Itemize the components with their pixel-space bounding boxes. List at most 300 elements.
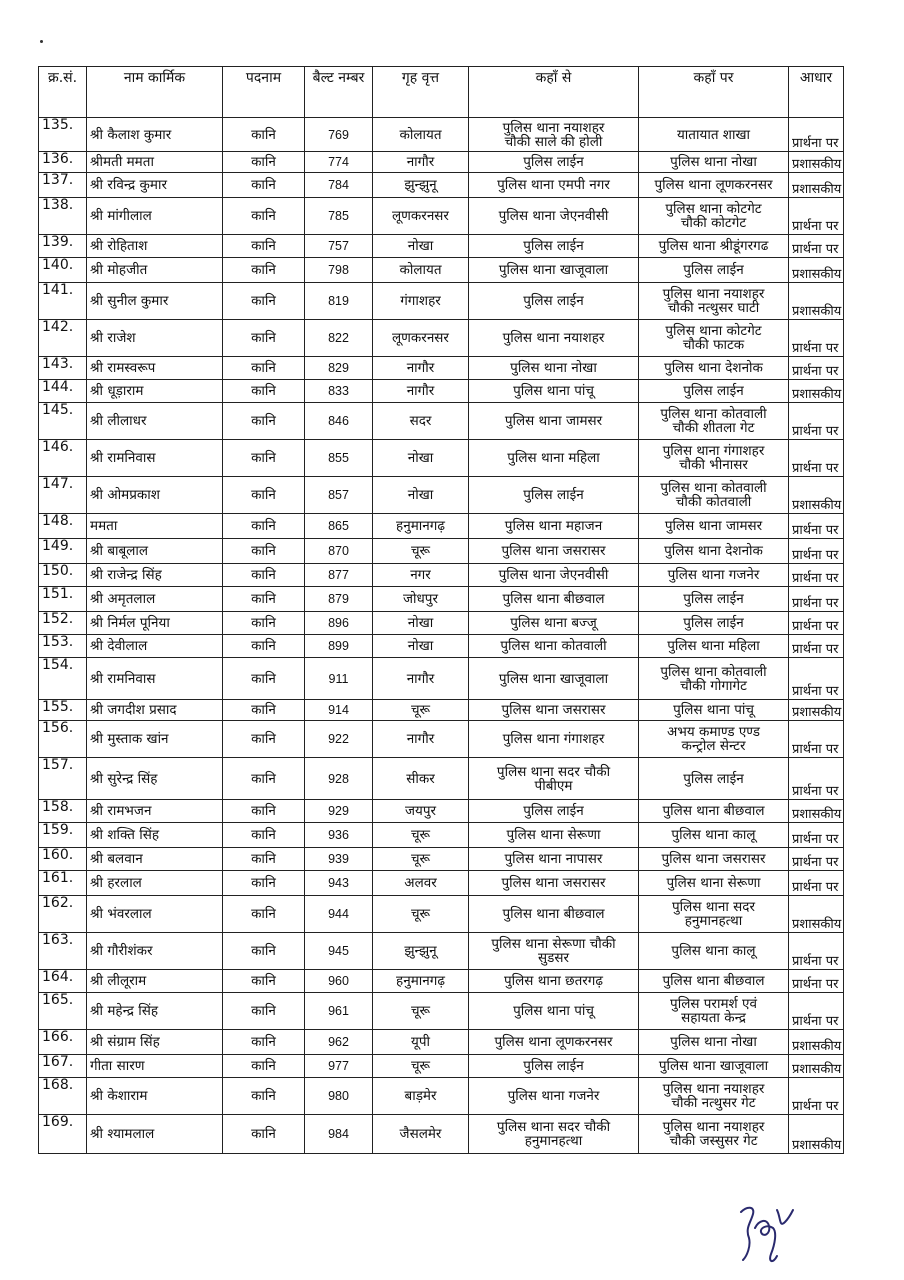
serial-number: 166. (39, 1030, 87, 1055)
transfer-from-line: पुलिस थाना एमपी नगर (497, 177, 610, 193)
transfer-to-line: पुलिस थाना कालू (671, 943, 756, 959)
transfer-to (639, 152, 789, 173)
table-row (39, 477, 844, 514)
home-circle: झुन्झुनू (373, 173, 469, 198)
designation: कानि (223, 970, 305, 993)
transfer-from (469, 440, 639, 477)
personnel-name: श्री गौरीशंकर (87, 933, 223, 970)
transfer-from-line: पुलिस थाना बज्जू (510, 615, 597, 631)
home-circle: सीकर (373, 758, 469, 800)
serial-number: 159. (39, 823, 87, 848)
belt-number: 798 (305, 258, 373, 283)
transfer-from-line: पुलिस थाना नापासर (504, 851, 603, 867)
transfer-to (639, 800, 789, 823)
personnel-name: श्री बलवान (87, 848, 223, 871)
personnel-name: ममता (87, 514, 223, 539)
transfer-basis: प्रार्थना पर (789, 357, 844, 380)
table-row (39, 539, 844, 564)
serial-number: 144. (39, 380, 87, 403)
personnel-name: गीता सारण (87, 1055, 223, 1078)
table-row (39, 587, 844, 612)
transfer-to-line: पुलिस थाना कोतवाली (660, 663, 767, 680)
transfer-from-line: पुलिस थाना छतरगढ़ (503, 973, 604, 989)
personnel-name: श्री भंवरलाल (87, 896, 223, 933)
transfer-to (639, 933, 789, 970)
transfer-to (639, 612, 789, 635)
transfer-from (469, 721, 639, 758)
personnel-name: श्री रामभजन (87, 800, 223, 823)
header-row (39, 67, 844, 118)
transfer-from-line: पुलिस थाना जामसर (504, 413, 603, 429)
table-row (39, 152, 844, 173)
col-header-from: कहाँ से (469, 67, 639, 118)
transfer-to-line: पुलिस थाना जसरासर (661, 851, 766, 867)
home-circle: चूरू (373, 823, 469, 848)
designation: कानि (223, 823, 305, 848)
transfer-to-line: पुलिस थाना देशनोक (664, 543, 763, 559)
transfer-from-line: पुलिस थाना गंगाशहर (502, 731, 605, 747)
home-circle: नागौर (373, 357, 469, 380)
belt-number: 870 (305, 539, 373, 564)
transfer-from-line: पुलिस थाना खाजूवाला (498, 262, 609, 278)
designation: कानि (223, 612, 305, 635)
designation: कानि (223, 896, 305, 933)
transfer-to-line: यातायात शाखा (676, 126, 751, 143)
table-row (39, 970, 844, 993)
designation: कानि (223, 658, 305, 700)
table-row (39, 800, 844, 823)
transfer-from (469, 357, 639, 380)
transfer-from (469, 118, 639, 152)
transfer-basis: प्रशासकीय (789, 258, 844, 283)
table-row (39, 700, 844, 721)
scan-mark (40, 40, 43, 43)
transfer-from (469, 612, 639, 635)
transfer-from-line: पुलिस लाईन (523, 487, 584, 503)
transfer-from (469, 380, 639, 403)
transfer-from (469, 198, 639, 235)
personnel-name: श्रीमती ममता (87, 152, 223, 173)
transfer-to (639, 993, 789, 1030)
transfer-to (639, 871, 789, 896)
transfer-basis: प्रार्थना पर (789, 320, 844, 357)
personnel-name: श्री मुस्ताक खांन (87, 721, 223, 758)
belt-number: 944 (305, 896, 373, 933)
home-circle: कोलायत (373, 258, 469, 283)
belt-number: 822 (305, 320, 373, 357)
transfer-to (639, 1078, 789, 1115)
serial-number: 156. (39, 721, 87, 758)
serial-number: 151. (39, 587, 87, 612)
designation: कानि (223, 198, 305, 235)
transfer-basis: प्रशासकीय (789, 283, 844, 320)
transfer-basis: प्रार्थना पर (789, 871, 844, 896)
belt-number: 833 (305, 380, 373, 403)
designation: कानि (223, 539, 305, 564)
transfer-to (639, 564, 789, 587)
personnel-name: श्री रोहिताश (87, 235, 223, 258)
designation: कानि (223, 587, 305, 612)
transfer-from-line: पुलिस थाना बीछवाल (502, 906, 605, 922)
col-header-to: कहाँ पर (639, 67, 789, 118)
serial-number: 136. (39, 152, 87, 173)
serial-number: 152. (39, 612, 87, 635)
transfer-to-line: चौकी शीतला गेट (672, 420, 755, 436)
transfer-from-line: पुलिस थाना नोखा (510, 360, 597, 376)
designation: कानि (223, 258, 305, 283)
home-circle: जयपुर (373, 800, 469, 823)
col-header-basis: आधार (789, 67, 844, 118)
belt-number: 819 (305, 283, 373, 320)
table-row (39, 612, 844, 635)
transfer-from (469, 564, 639, 587)
transfer-from-line: पुलिस थाना लूणकरनसर (494, 1034, 613, 1050)
transfer-from-line: पुलिस थाना नयाशहर (502, 119, 605, 136)
belt-number: 911 (305, 658, 373, 700)
serial-number: 145. (39, 403, 87, 440)
belt-number: 928 (305, 758, 373, 800)
serial-number: 163. (39, 933, 87, 970)
transfer-from (469, 758, 639, 800)
table-row (39, 1115, 844, 1154)
transfer-from-line: पीबीएम (534, 777, 573, 794)
transfer-to-line: पुलिस थाना पांचू (673, 702, 754, 718)
table-row (39, 721, 844, 758)
personnel-name: श्री निर्मल पूनिया (87, 612, 223, 635)
designation: कानि (223, 380, 305, 403)
transfer-basis: प्रार्थना पर (789, 539, 844, 564)
transfer-from-line: पुलिस थाना जसरासर (501, 543, 606, 559)
transfer-to-line: चौकी भीनासर (679, 457, 748, 473)
transfer-basis: प्रशासकीय (789, 173, 844, 198)
transfer-basis: प्रशासकीय (789, 700, 844, 721)
designation: कानि (223, 235, 305, 258)
home-circle: चूरू (373, 700, 469, 721)
belt-number: 896 (305, 612, 373, 635)
personnel-name: श्री महेन्द्र सिंह (87, 993, 223, 1030)
table-row (39, 258, 844, 283)
transfer-to-line: पुलिस थाना बीछवाल (662, 803, 765, 819)
transfer-to-line: पुलिस लाईन (683, 591, 744, 607)
transfer-to (639, 198, 789, 235)
transfer-basis: प्रार्थना पर (789, 1078, 844, 1115)
transfer-from (469, 1030, 639, 1055)
transfer-to (639, 440, 789, 477)
table-row (39, 564, 844, 587)
table-row (39, 993, 844, 1030)
transfer-from-line: पुलिस लाईन (523, 293, 584, 309)
transfer-to (639, 896, 789, 933)
transfer-to-line: पुलिस थाना गजनेर (667, 567, 760, 583)
serial-number: 155. (39, 700, 87, 721)
serial-number: 165. (39, 993, 87, 1030)
transfer-basis: प्रार्थना पर (789, 118, 844, 152)
transfer-to-line: पुलिस थाना कोटगेट (665, 323, 762, 339)
belt-number: 960 (305, 970, 373, 993)
personnel-name: श्री ओमप्रकाश (87, 477, 223, 514)
transfer-from-line: पुलिस थाना पांचू (513, 383, 594, 399)
transfer-to (639, 173, 789, 198)
designation: कानि (223, 758, 305, 800)
belt-number: 980 (305, 1078, 373, 1115)
designation: कानि (223, 173, 305, 198)
serial-number: 141. (39, 283, 87, 320)
transfer-to (639, 380, 789, 403)
transfer-to-line: पुलिस थाना कोतवाली (660, 480, 767, 496)
transfer-to-line: पुलिस थाना कोटगेट (665, 201, 762, 217)
personnel-name: श्री रामस्वरूप (87, 357, 223, 380)
transfer-from-line: पुलिस थाना सदर चौकी (496, 763, 611, 780)
home-circle: नोखा (373, 440, 469, 477)
transfer-basis: प्रशासकीय (789, 1055, 844, 1078)
transfer-to-line: पुलिस थाना कोतवाली (660, 406, 767, 422)
designation: कानि (223, 283, 305, 320)
transfer-to-line: अभय कमाण्ड एण्ड (667, 724, 760, 740)
serial-number: 169. (39, 1115, 87, 1154)
transfer-to-line: पुलिस थाना नोखा (670, 154, 757, 170)
designation: कानि (223, 635, 305, 658)
transfer-from-line: हनुमानहत्था (524, 1133, 583, 1149)
serial-number: 161. (39, 871, 87, 896)
transfer-basis: प्रार्थना पर (789, 440, 844, 477)
serial-number: 168. (39, 1078, 87, 1115)
belt-number: 914 (305, 700, 373, 721)
belt-number: 774 (305, 152, 373, 173)
transfer-basis: प्रार्थना पर (789, 514, 844, 539)
home-circle: हनुमानगढ़ (373, 514, 469, 539)
personnel-name: श्री शक्ति सिंह (87, 823, 223, 848)
designation: कानि (223, 118, 305, 152)
transfer-to-line: पुलिस लाईन (683, 615, 744, 631)
personnel-name: श्री हरलाल (87, 871, 223, 896)
designation: कानि (223, 152, 305, 173)
designation: कानि (223, 848, 305, 871)
transfer-to (639, 258, 789, 283)
belt-number: 846 (305, 403, 373, 440)
belt-number: 865 (305, 514, 373, 539)
transfer-basis: प्रशासकीय (789, 380, 844, 403)
transfer-to-line: पुलिस थाना गंगाशहर (662, 443, 765, 459)
transfer-from (469, 235, 639, 258)
personnel-name: श्री संग्राम सिंह (87, 1030, 223, 1055)
transfer-to-line: सहायता केन्द्र (681, 1010, 746, 1026)
table-row (39, 1078, 844, 1115)
belt-number: 757 (305, 235, 373, 258)
home-circle: अलवर (373, 871, 469, 896)
transfer-from (469, 1078, 639, 1115)
transfer-basis: प्रशासकीय (789, 896, 844, 933)
designation: कानि (223, 514, 305, 539)
designation: कानि (223, 1055, 305, 1078)
transfer-from-line: पुलिस लाईन (523, 1058, 584, 1074)
transfer-basis: प्रार्थना पर (789, 612, 844, 635)
table-row (39, 1055, 844, 1078)
transfer-from-line: पुलिस थाना जसरासर (501, 875, 606, 891)
transfer-to-line: कन्ट्रोल सेन्टर (681, 738, 746, 754)
home-circle: चूरू (373, 1055, 469, 1078)
serial-number: 142. (39, 320, 87, 357)
belt-number: 855 (305, 440, 373, 477)
serial-number: 158. (39, 800, 87, 823)
belt-number: 945 (305, 933, 373, 970)
transfer-to (639, 118, 789, 152)
transfer-to-line: चौकी गोगागेट (680, 677, 747, 694)
transfer-from (469, 477, 639, 514)
transfer-to (639, 1115, 789, 1154)
transfer-to-line: पुलिस थाना देशनोक (664, 360, 763, 376)
table-row (39, 380, 844, 403)
personnel-name: श्री मोहजीत (87, 258, 223, 283)
designation: कानि (223, 440, 305, 477)
serial-number: 149. (39, 539, 87, 564)
transfer-from-line: पुलिस थाना गजनेर (507, 1088, 600, 1104)
personnel-name: श्री राजेन्द्र सिंह (87, 564, 223, 587)
home-circle: नोखा (373, 612, 469, 635)
transfer-to-line: पुलिस लाईन (683, 262, 744, 278)
transfer-basis: प्रार्थना पर (789, 823, 844, 848)
transfer-to (639, 514, 789, 539)
col-header-home-circle: गृह वृत्त (373, 67, 469, 118)
serial-number: 139. (39, 235, 87, 258)
belt-number: 939 (305, 848, 373, 871)
table-header (39, 67, 844, 118)
transfer-to-line: पुलिस परामर्श एवं (670, 996, 757, 1012)
home-circle: नागौर (373, 380, 469, 403)
personnel-name: श्री अमृतलाल (87, 587, 223, 612)
serial-number: 135. (39, 118, 87, 152)
personnel-name: श्री लीलूराम (87, 970, 223, 993)
transfer-from-line: पुलिस लाईन (523, 154, 584, 170)
transfer-to (639, 635, 789, 658)
transfer-basis: प्रार्थना पर (789, 403, 844, 440)
designation: कानि (223, 871, 305, 896)
col-header-designation: पदनाम (223, 67, 305, 118)
transfer-from-line: पुलिस लाईन (523, 238, 584, 254)
serial-number: 146. (39, 440, 87, 477)
transfer-to-line: चौकी कोतवाली (675, 494, 752, 510)
belt-number: 962 (305, 1030, 373, 1055)
transfer-to-line: पुलिस थाना सेरूणा (666, 875, 761, 891)
transfer-to-line: चौकी नत्थुसर गेट (671, 1095, 756, 1111)
transfer-to (639, 823, 789, 848)
transfer-basis: प्रार्थना पर (789, 587, 844, 612)
table-row (39, 758, 844, 800)
home-circle: नोखा (373, 635, 469, 658)
transfer-to-line: चौकी कोटगेट (680, 215, 747, 231)
home-circle: नोखा (373, 477, 469, 514)
transfer-from-line: पुलिस थाना नयाशहर (502, 330, 605, 346)
transfer-to (639, 1030, 789, 1055)
transfer-to-line: पुलिस थाना खाजूवाला (658, 1058, 769, 1074)
transfer-from (469, 871, 639, 896)
belt-number: 977 (305, 1055, 373, 1078)
belt-number: 961 (305, 993, 373, 1030)
transfer-to-line: पुलिस थाना नोखा (670, 1034, 757, 1050)
transfer-basis: प्रार्थना पर (789, 198, 844, 235)
serial-number: 167. (39, 1055, 87, 1078)
transfer-to (639, 235, 789, 258)
table-row (39, 658, 844, 700)
col-header-name: नाम कार्मिक (87, 67, 223, 118)
home-circle: लूणकरनसर (373, 198, 469, 235)
transfer-basis: प्रार्थना पर (789, 658, 844, 700)
home-circle: नागौर (373, 152, 469, 173)
home-circle: कोलायत (373, 118, 469, 152)
transfer-to-line: पुलिस थाना नयाशहर (662, 1081, 765, 1097)
signature-mark (733, 1198, 803, 1270)
transfer-basis: प्रशासकीय (789, 1030, 844, 1055)
serial-number: 160. (39, 848, 87, 871)
transfer-to (639, 587, 789, 612)
table-row (39, 403, 844, 440)
personnel-name: श्री राजेश (87, 320, 223, 357)
home-circle: बाड़मेर (373, 1078, 469, 1115)
transfer-from-line: पुलिस थाना खाजूवाला (498, 670, 609, 687)
home-circle: झुन्झुनू (373, 933, 469, 970)
designation: कानि (223, 403, 305, 440)
transfer-table (38, 66, 844, 1154)
transfer-from (469, 258, 639, 283)
transfer-to (639, 539, 789, 564)
personnel-name: श्री कैलाश कुमार (87, 118, 223, 152)
personnel-name: श्री सुरेन्द्र सिंह (87, 758, 223, 800)
transfer-basis: प्रार्थना पर (789, 564, 844, 587)
transfer-from (469, 152, 639, 173)
home-circle: लूणकरनसर (373, 320, 469, 357)
transfer-from (469, 403, 639, 440)
transfer-basis: प्रार्थना पर (789, 933, 844, 970)
home-circle: नागौर (373, 721, 469, 758)
table-row (39, 823, 844, 848)
table-row (39, 198, 844, 235)
personnel-name: श्री श्यामलाल (87, 1115, 223, 1154)
belt-number: 785 (305, 198, 373, 235)
personnel-name: श्री रविन्द्र कुमार (87, 173, 223, 198)
designation: कानि (223, 721, 305, 758)
transfer-to-line: हनुमानहत्था (684, 913, 743, 929)
belt-number: 769 (305, 118, 373, 152)
home-circle: गंगाशहर (373, 283, 469, 320)
transfer-from (469, 320, 639, 357)
home-circle: चूरू (373, 848, 469, 871)
serial-number: 154. (39, 658, 87, 700)
personnel-name: श्री धूड़ाराम (87, 380, 223, 403)
transfer-from-line: पुलिस थाना महिला (507, 450, 600, 466)
table-row (39, 1030, 844, 1055)
belt-number: 879 (305, 587, 373, 612)
transfer-to-line: चौकी जस्सुसर गेट (669, 1133, 758, 1149)
belt-number: 899 (305, 635, 373, 658)
transfer-from-line: पुलिस थाना बीछवाल (502, 591, 605, 607)
transfer-basis: प्रार्थना पर (789, 848, 844, 871)
transfer-basis: प्रार्थना पर (789, 721, 844, 758)
transfer-from (469, 823, 639, 848)
transfer-to-line: पुलिस थाना महिला (667, 638, 760, 654)
transfer-to (639, 721, 789, 758)
table-row (39, 320, 844, 357)
transfer-to (639, 758, 789, 800)
belt-number: 784 (305, 173, 373, 198)
table-row (39, 896, 844, 933)
col-header-serial: क्र.सं. (39, 67, 87, 118)
transfer-from-line: पुलिस थाना कोतवाली (500, 638, 607, 654)
home-circle: नोखा (373, 235, 469, 258)
designation: कानि (223, 700, 305, 721)
designation: कानि (223, 1115, 305, 1154)
transfer-from-line: पुलिस थाना महाजन (504, 518, 603, 534)
home-circle: नागौर (373, 658, 469, 700)
designation: कानि (223, 993, 305, 1030)
